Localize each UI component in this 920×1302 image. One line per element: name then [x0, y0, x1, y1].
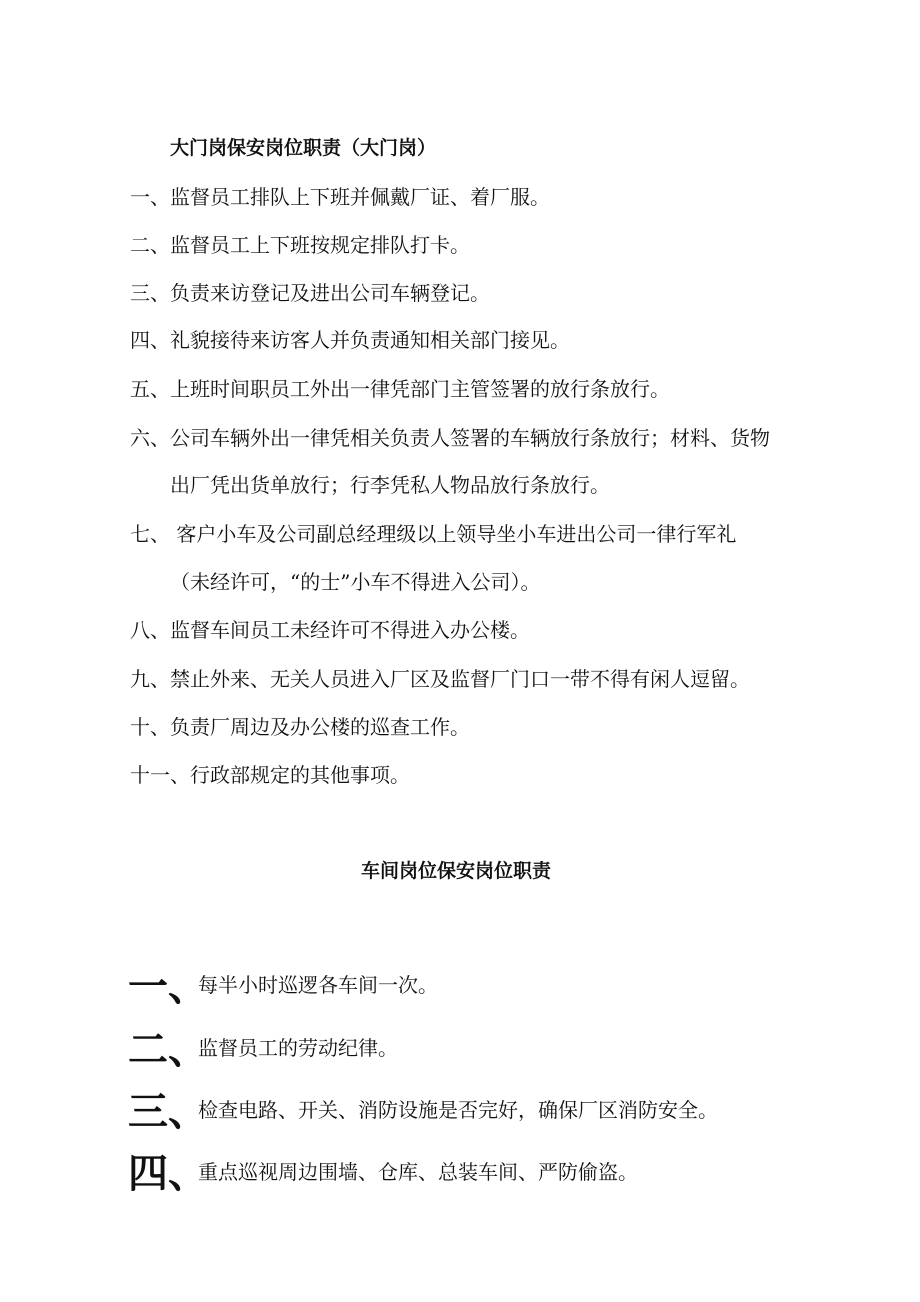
workshop-duty-text: 重点巡视周边围墙、仓库、总装车间、严防偷盗。	[198, 1160, 638, 1184]
duty-line-11: 十一、行政部规定的其他事项。	[130, 763, 410, 787]
duty-line-7-continued: （未经许可，“的士”小车不得进入公司）。	[170, 570, 541, 594]
workshop-duty-number: 一、	[128, 963, 208, 1010]
duty-line-9: 九、禁止外来、无关人员进入厂区及监督厂门口一带不得有闲人逗留。	[130, 667, 750, 691]
duty-line-6: 六、公司车辆外出一律凭相关负责人签署的车辆放行条放行；材料、货物	[130, 426, 770, 450]
workshop-duty-text: 监督员工的劳动纪律。	[198, 1036, 398, 1060]
workshop-duty-text: 检查电路、开关、消防设施是否完好，确保厂区消防安全。	[198, 1098, 718, 1122]
workshop-duty-4	[128, 1142, 638, 1199]
duty-line-1: 一、监督员工排队上下班并佩戴厂证、着厂服。	[130, 185, 550, 209]
section1-title: 大门岗保安岗位职责（大门岗）	[170, 137, 437, 159]
duty-line-10: 十、负责厂周边及办公楼的巡查工作。	[130, 715, 470, 739]
duty-line-5: 五、上班时间职员工外出一律凭部门主管签署的放行条放行。	[130, 377, 670, 401]
workshop-duty-number: 四、	[128, 1150, 208, 1197]
workshop-duty-number: 二、	[128, 1026, 208, 1073]
duty-line-7: 七、 客户小车及公司副总经理级以上领导坐小车进出公司一律行军礼	[130, 522, 737, 546]
workshop-duty-text: 每半小时巡逻各车间一次。	[198, 973, 438, 997]
workshop-duty-number: 三、	[128, 1088, 208, 1135]
section2-title: 车间岗位保安岗位职责	[361, 860, 552, 882]
duty-line-4: 四、礼貌接待来访客人并负责通知相关部门接见。	[130, 328, 570, 352]
duty-line-3: 三、负责来访登记及进出公司车辆登记。	[130, 281, 490, 305]
workshop-duty-3	[128, 1080, 718, 1137]
duty-line-8: 八、监督车间员工未经许可不得进入办公楼。	[130, 618, 530, 642]
duty-line-6-continued: 出厂凭出货单放行；行李凭私人物品放行条放行。	[170, 473, 610, 497]
workshop-duty-1	[128, 955, 438, 1012]
workshop-duty-2	[128, 1018, 398, 1075]
duty-line-2: 二、监督员工上下班按规定排队打卡。	[130, 233, 470, 257]
